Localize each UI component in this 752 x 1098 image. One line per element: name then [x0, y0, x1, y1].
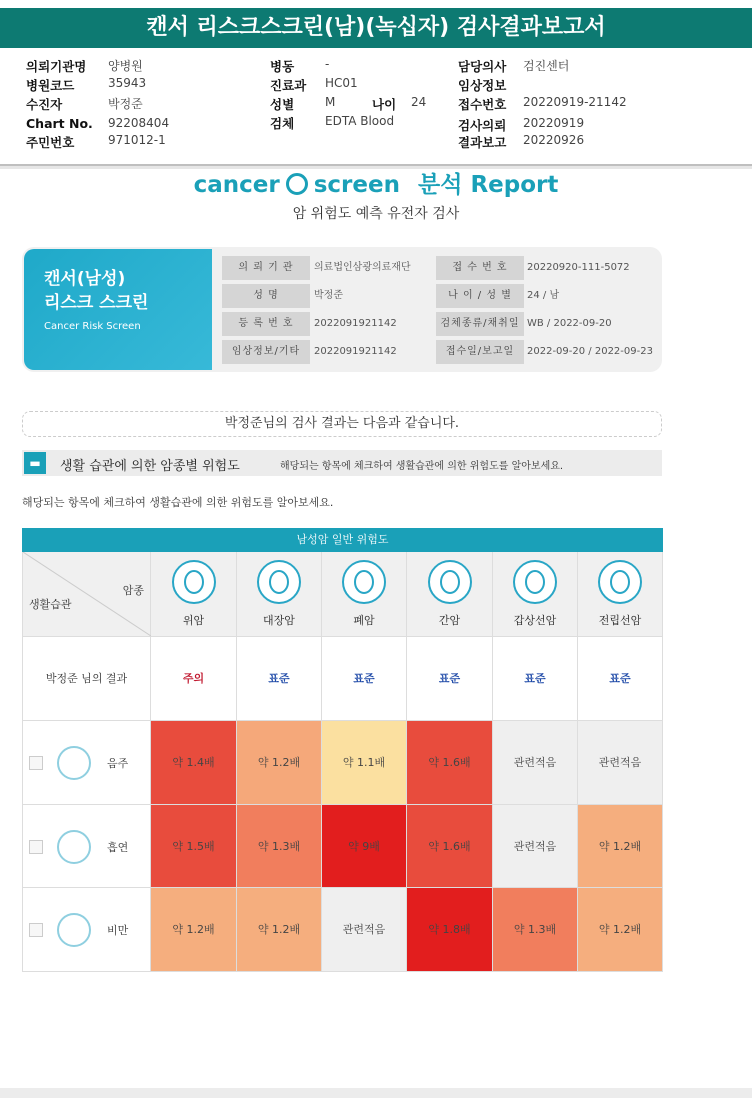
risk-cell: 약 1.3배: [237, 805, 322, 888]
card-banner: [24, 249, 212, 370]
cancer-header: [237, 552, 322, 637]
result-value: 주의: [182, 672, 205, 685]
info-value: 검진센터: [523, 59, 570, 73]
description: 해당되는 항목에 체크하여 생활습관에 의한 위험도를 알아보세요.: [22, 496, 334, 509]
info-label: 병원코드: [26, 78, 75, 93]
cancer-name: 폐암: [353, 614, 375, 627]
cancer-name: 위암: [182, 614, 205, 627]
section-description: 해당되는 항목에 체크하여 생활습관에 의한 위험도를 알아보세요.: [280, 461, 564, 472]
habit-row-label: [22, 888, 151, 972]
info-label: 수진자: [26, 97, 63, 112]
info-value: M: [325, 95, 336, 109]
liver-icon: [428, 560, 472, 604]
info-label: 검체: [270, 116, 295, 131]
info-label: 결과보고: [458, 135, 507, 150]
cancer-name: 대장암: [263, 614, 295, 627]
risk-cell: 관련적음: [322, 888, 407, 972]
info-value: 20220919: [523, 116, 585, 130]
risk-cell: 약 1.2배: [151, 888, 237, 972]
cancer-header: [578, 552, 663, 637]
info-label: 주민번호: [26, 135, 75, 150]
card-label: 검체종류/채취일: [436, 312, 524, 336]
logo-text: screen: [313, 172, 400, 198]
corner-label-habit: 생활습관: [29, 598, 72, 611]
info-label: 성별: [270, 97, 295, 112]
risk-cell: 약 1.2배: [237, 888, 322, 972]
cancer-header: [493, 552, 578, 637]
table-title: 남성암 일반 위험도: [22, 528, 663, 552]
card-value: 20220920-111-5072: [527, 262, 630, 273]
info-label: 병동: [270, 59, 295, 74]
card-value: 2022091921142: [314, 346, 397, 357]
card-value: 의료법인삼광의료재단: [314, 262, 411, 273]
card-title: [44, 267, 148, 315]
habit-row-label: [22, 805, 151, 888]
card-title-en: Cancer Risk Screen: [44, 321, 141, 332]
prostate-icon: [598, 560, 642, 604]
result-value: 표준: [524, 672, 546, 685]
info-label: 담당의사: [458, 59, 507, 74]
result-cell: [151, 637, 237, 721]
risk-cell: 관련적음: [493, 721, 578, 805]
info-label: 의뢰기관명: [26, 59, 87, 74]
report-title: 캔서 리스크스크린(남)(녹십자) 검사결과보고서: [0, 8, 752, 48]
info-value: 20220919-21142: [523, 95, 627, 109]
risk-cell: 약 1.4배: [151, 721, 237, 805]
corner-label-cancer: 암종: [122, 584, 144, 597]
drinking-icon: [57, 746, 91, 780]
card-label: 등 록 번 호: [222, 312, 310, 336]
subtitle: 암 위험도 예측 유전자 검사: [292, 206, 460, 222]
result-value: 표준: [609, 672, 631, 685]
cancer-name: 간암: [438, 614, 461, 627]
table-corner: [22, 552, 151, 637]
cancer-header: [322, 552, 407, 637]
result-cell: [578, 637, 663, 721]
risk-cell: 약 1.2배: [578, 805, 663, 888]
result-value: 표준: [353, 672, 375, 685]
habit-name: 흡연: [107, 840, 129, 854]
habit-checkbox[interactable]: [29, 923, 43, 937]
risk-cell: 관련적음: [493, 805, 578, 888]
card-title-line2: 리스크 스크린: [44, 293, 149, 313]
info-label: Chart No.: [26, 116, 93, 131]
risk-cell: 약 1.6배: [407, 805, 493, 888]
risk-cell: 약 1.1배: [322, 721, 407, 805]
logo-report: 분석 Report: [418, 172, 559, 198]
cancer-name: 전립선암: [598, 614, 642, 627]
patient-info: [0, 55, 752, 165]
thyroid-icon: [513, 560, 557, 604]
card-label: 접수일/보고일: [436, 340, 524, 364]
bed-icon: ▬: [24, 452, 46, 474]
card-label: 나 이 / 성 별: [436, 284, 524, 308]
result-cell: [493, 637, 578, 721]
info-label: 검사의뢰: [458, 118, 507, 133]
cancer-name: 갑상선암: [513, 614, 557, 627]
risk-cell: 약 1.3배: [493, 888, 578, 972]
info-value: 35943: [108, 76, 147, 90]
risk-cell: 약 1.5배: [151, 805, 237, 888]
risk-cell: 약 1.2배: [237, 721, 322, 805]
logo-icon: [286, 173, 308, 195]
risk-cell: 관련적음: [578, 721, 663, 805]
habit-checkbox[interactable]: [29, 840, 43, 854]
info-value: 양병원: [108, 59, 143, 73]
info-value: 박정준: [108, 97, 143, 111]
result-label: 박정준 님의 결과: [22, 637, 151, 721]
habit-name: 음주: [107, 757, 129, 770]
card-label: 접 수 번 호: [436, 256, 524, 280]
card-label: 성 명: [222, 284, 310, 308]
risk-cell: 약 9배: [322, 805, 407, 888]
colon-icon: [257, 560, 301, 604]
risk-cell: 약 1.6배: [407, 721, 493, 805]
card-value: 박정준: [314, 290, 343, 301]
patient-card: [22, 247, 662, 372]
card-title-line1: 캔서(남성): [44, 269, 126, 289]
card-value: WB / 2022-09-20: [527, 318, 612, 329]
info-value: EDTA Blood: [325, 114, 395, 128]
card-value: 2022-09-20 / 2022-09-23: [527, 346, 653, 357]
result-value: 표준: [438, 672, 461, 685]
habit-checkbox[interactable]: [29, 756, 43, 770]
risk-cell: 약 1.2배: [578, 888, 663, 972]
obesity-icon: [57, 913, 91, 947]
section-header: [22, 450, 662, 476]
info-value: -: [325, 57, 330, 71]
info-value: 24: [411, 95, 427, 109]
info-label: 접수번호: [458, 97, 507, 112]
card-value: 2022091921142: [314, 318, 397, 329]
info-value: HC01: [325, 76, 358, 90]
info-label: 나이: [372, 97, 397, 112]
info-value: 92208404: [108, 116, 170, 130]
info-value: 20220926: [523, 133, 585, 147]
habit-row-label: [22, 721, 151, 805]
habit-name: 비만: [107, 924, 129, 937]
result-value: 표준: [268, 672, 290, 685]
smoking-icon: [57, 830, 91, 864]
result-cell: [237, 637, 322, 721]
info-label: 임상정보: [458, 78, 507, 93]
card-label: 의 뢰 기 관: [222, 256, 310, 280]
logo-text: cancer: [193, 172, 280, 198]
info-label: 진료과: [270, 78, 307, 93]
cancer-header: [407, 552, 493, 637]
footer-bar: [0, 1088, 752, 1098]
card-label: 임상정보/기타: [222, 340, 310, 364]
info-value: 971012-1: [108, 133, 166, 147]
card-value: 24 / 남: [527, 290, 560, 301]
lung-icon: [342, 560, 386, 604]
result-cell: [322, 637, 407, 721]
cancer-header: [151, 552, 237, 637]
stomach-icon: [172, 560, 216, 604]
section-title: 생활 습관에 의한 암종별 위험도: [60, 459, 240, 474]
result-cell: [407, 637, 493, 721]
cancer-screen-logo: [0, 166, 752, 196]
result-message: 박정준님의 검사 결과는 다음과 같습니다.: [22, 411, 662, 437]
risk-cell: 약 1.8배: [407, 888, 493, 972]
